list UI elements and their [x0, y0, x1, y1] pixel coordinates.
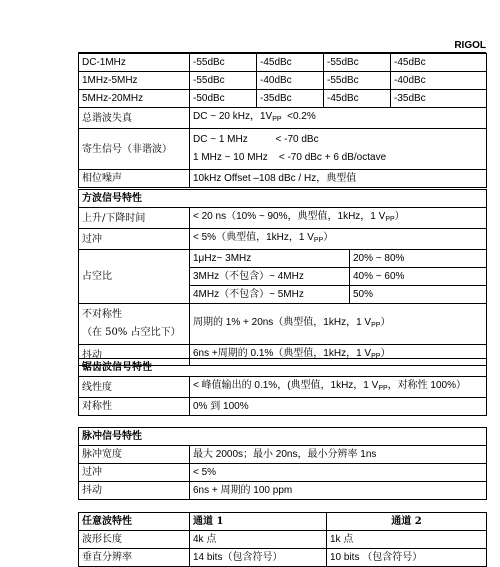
arb-wave-table: [78, 512, 487, 567]
row-label: 不对称性 （在 50% 占空比下）: [79, 304, 190, 345]
jitter-value: 6ns +周期的 0.1%（典型值，1kHz，1 $V_{PP}$）: [190, 345, 487, 366]
cell-value: -55dBc: [190, 72, 257, 90]
ch1-length: 4k 点: [190, 531, 327, 549]
symmetry-value: 0% 到 100%: [190, 398, 487, 416]
ch2-resolution: 10 bits （包含符号）: [327, 549, 487, 567]
ch1-resolution: 14 bits（包含符号）: [190, 549, 327, 567]
row-label: 垂直分辨率: [79, 549, 190, 567]
cell-value: -55dBc: [324, 72, 391, 90]
ch2-length: 1k 点: [327, 531, 487, 549]
section-title: 脉冲信号特性: [79, 428, 487, 446]
duty-range: 4MHz（不包含）~ 5MHz: [190, 286, 350, 304]
ramp-table: [78, 358, 487, 416]
section-title: 任意波特性: [79, 513, 190, 531]
cell-value: -40dBc: [391, 72, 487, 90]
table-row: [79, 531, 487, 549]
table-row: [79, 72, 487, 90]
rise-time-value: < 20 ns（10% ~ 90%，典型值，1kHz，1 $V_{PP}$）: [190, 208, 487, 229]
pulse-jitter-value: 6ns + 周期的 100 ppm: [190, 482, 487, 500]
table-row: [79, 108, 487, 129]
row-label: 寄生信号（非谐波）: [79, 129, 190, 170]
overshoot-value: < 5%（典型值，1kHz，1 $V_{PP}$）: [190, 229, 487, 250]
row-label: 波形长度: [79, 531, 190, 549]
row-label: 总谐波失真: [79, 108, 190, 129]
row-label: 抖动: [79, 345, 190, 366]
table-row: [79, 304, 487, 345]
table-row: [79, 190, 487, 208]
cell-value: -55dBc: [324, 54, 391, 72]
row-label: 线性度: [79, 377, 190, 398]
table-row: [79, 482, 487, 500]
cell-value: -45dBc: [257, 54, 324, 72]
row-label: 对称性: [79, 398, 190, 416]
duty-percent: 40% ~ 60%: [350, 268, 487, 286]
cell-value: -40dBc: [257, 72, 324, 90]
brand-logo: RIGOL: [454, 40, 486, 51]
channel-1-header: 通道 1: [190, 513, 327, 531]
table-row: [79, 250, 487, 268]
freq-range-label: DC-1MHz: [79, 54, 190, 72]
thd-value: DC ~ 20 kHz，$1V_{PP} <0.2\%$: [190, 108, 487, 129]
table-row: [79, 398, 487, 416]
table-row: [79, 90, 487, 108]
asymmetry-value: 周期的 1% + 20ns（典型值，1kHz，1 $V_{PP}$）: [190, 304, 487, 345]
row-label: 脉冲宽度: [79, 446, 190, 464]
row-label: 上升/下降时间: [79, 208, 190, 229]
table-row: [79, 464, 487, 482]
square-wave-table: [78, 189, 487, 366]
cell-value: -45dBc: [324, 90, 391, 108]
duty-percent: 50%: [350, 286, 487, 304]
duty-percent: 20% ~ 80%: [350, 250, 487, 268]
distortion-table: [78, 53, 487, 188]
table-row: [79, 446, 487, 464]
table-row: [79, 129, 487, 170]
row-label: 占空比: [79, 250, 190, 304]
table-row: [79, 513, 487, 531]
pulse-table: [78, 427, 487, 500]
freq-range-label: 5MHz-20MHz: [79, 90, 190, 108]
table-row: [79, 377, 487, 398]
table-row: [79, 208, 487, 229]
cell-value: -35dBc: [391, 90, 487, 108]
cell-value: -35dBc: [257, 90, 324, 108]
section-title: 方波信号特性: [79, 190, 487, 208]
table-row: [79, 428, 487, 446]
pulse-overshoot-value: < 5%: [190, 464, 487, 482]
row-label: 过冲: [79, 464, 190, 482]
table-row: [79, 359, 487, 377]
duty-range: 1μHz~ 3MHz: [190, 250, 350, 268]
cell-value: -55dBc: [190, 54, 257, 72]
row-label: 相位噪声: [79, 170, 190, 188]
cell-value: -45dBc: [391, 54, 487, 72]
cell-value: -50dBc: [190, 90, 257, 108]
linearity-value: < 峰值输出的 0.1%，(典型值，1kHz，1 $V_{PP}$，对称性 100%）: [190, 377, 487, 398]
table-row: [79, 170, 487, 188]
row-label: 抖动: [79, 482, 190, 500]
duty-range: 3MHz（不包含）~ 4MHz: [190, 268, 350, 286]
section-title: 锯齿波信号特性: [79, 359, 487, 377]
phase-noise-value: 10kHz Offset –108 dBc / Hz，典型值: [190, 170, 487, 188]
freq-range-label: 1MHz-5MHz: [79, 72, 190, 90]
spurious-value: DC ~ 1 MHz < -70 dBc 1 MHz ~ 10 MHz < -70 dBc + 6 dB/octave: [190, 129, 487, 170]
table-row: [79, 54, 487, 72]
channel-2-header: 通道 2: [327, 513, 487, 531]
row-label: 过冲: [79, 229, 190, 250]
pulse-width-value: 最大 2000s；最小 20ns，最小分辨率 1ns: [190, 446, 487, 464]
table-row: [79, 229, 487, 250]
